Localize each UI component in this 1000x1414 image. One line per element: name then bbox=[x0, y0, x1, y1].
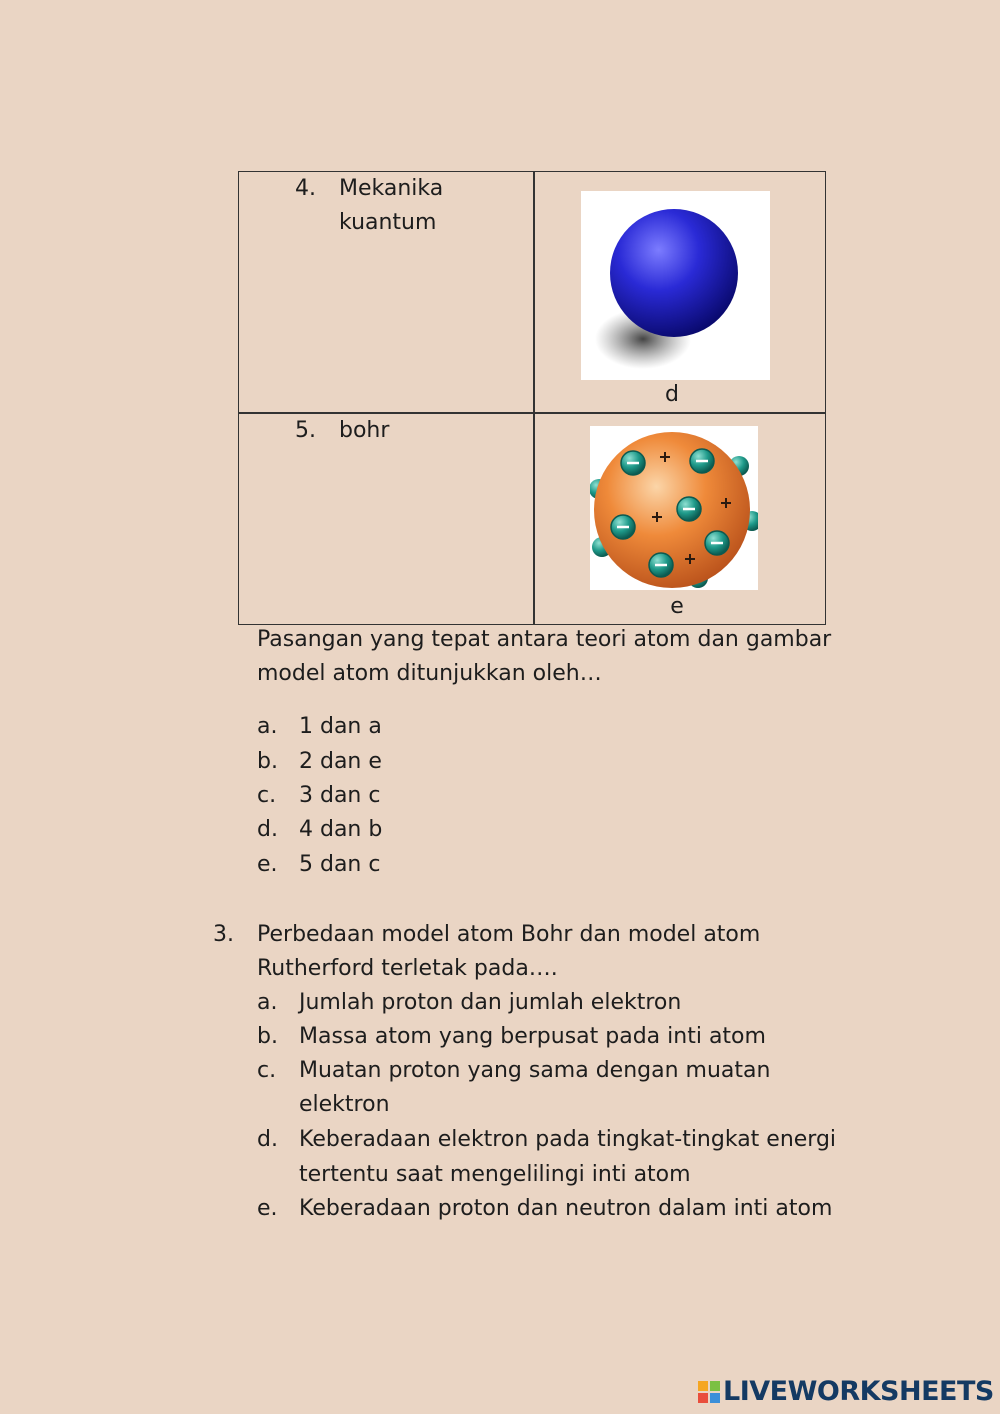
option-text: Massa atom yang berpusat pada inti atom bbox=[299, 1024, 766, 1049]
liveworksheets-logo[interactable] bbox=[698, 1376, 994, 1407]
question-3-stem-line1: Perbedaan model atom Bohr dan model atom bbox=[257, 922, 761, 947]
option-letter: a. bbox=[257, 714, 278, 739]
figure-label-d: d bbox=[665, 382, 679, 407]
option-text: Keberadaan elektron pada tingkat-tingkat energi bbox=[299, 1127, 837, 1152]
option-letter: a. bbox=[257, 990, 278, 1015]
row-number: 5. bbox=[295, 418, 316, 443]
question-3-stem-line2: Rutherford terletak pada…. bbox=[257, 956, 558, 981]
option-letter: b. bbox=[257, 749, 278, 774]
theory-name-line1: bohr bbox=[339, 418, 390, 443]
option-text: Keberadaan proton dan neutron dalam inti atom bbox=[299, 1196, 833, 1221]
option-text-line2: tertentu saat mengelilingi inti atom bbox=[299, 1162, 691, 1187]
atom-model-table bbox=[238, 171, 826, 625]
option-text: 1 dan a bbox=[299, 714, 382, 739]
figure-label-e: e bbox=[670, 594, 684, 619]
option-text: 2 dan e bbox=[299, 749, 382, 774]
option-letter: b. bbox=[257, 1024, 278, 1049]
option-letter: e. bbox=[257, 852, 278, 877]
option-letter: d. bbox=[257, 817, 278, 842]
theory-name-line1: Mekanika bbox=[339, 176, 444, 201]
option-text: 5 dan c bbox=[299, 852, 381, 877]
option-text-line2: elektron bbox=[299, 1092, 390, 1117]
option-letter: c. bbox=[257, 783, 277, 808]
option-text: Jumlah proton dan jumlah elektron bbox=[299, 990, 682, 1015]
row-number: 4. bbox=[295, 176, 316, 201]
theory-name-line2: kuantum bbox=[339, 210, 437, 235]
table-row-divider bbox=[239, 412, 825, 414]
solid-sphere-model-image bbox=[581, 191, 770, 380]
logo-text: LIVEWORKSHEETS bbox=[723, 1376, 994, 1407]
question-3-number: 3. bbox=[213, 922, 234, 947]
plum-pudding-model-image bbox=[590, 426, 758, 590]
option-text: 3 dan c bbox=[299, 783, 381, 808]
option-letter: c. bbox=[257, 1058, 277, 1083]
option-text: 4 dan b bbox=[299, 817, 383, 842]
table-column-divider bbox=[533, 172, 535, 624]
option-letter: d. bbox=[257, 1127, 278, 1152]
option-letter: e. bbox=[257, 1196, 278, 1221]
question-2-stem-line2: model atom ditunjukkan oleh… bbox=[257, 661, 602, 686]
option-text: Muatan proton yang sama dengan muatan bbox=[299, 1058, 771, 1083]
question-2-stem-line1: Pasangan yang tepat antara teori atom dan gambar bbox=[257, 627, 832, 652]
liveworksheets-logo-icon bbox=[698, 1381, 720, 1403]
